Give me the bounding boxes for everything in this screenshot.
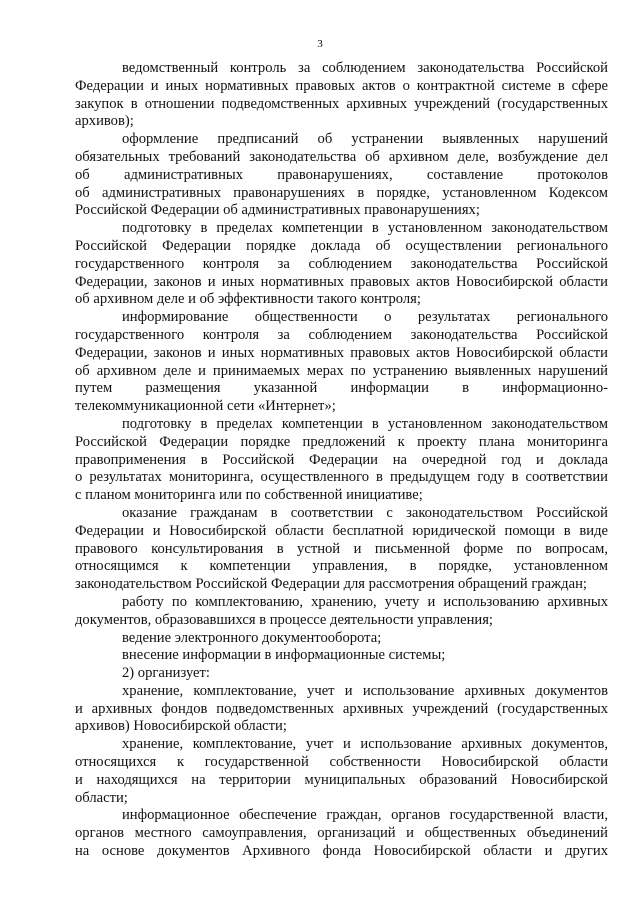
text-line: архивов);: [75, 113, 134, 130]
text-line: информационное обеспечение граждан, органов государственной власти,: [122, 807, 608, 824]
text-line: путем размещения указанной информации в информационно-: [75, 380, 608, 397]
text-line: Федерации, законов и иных нормативных правовых актов Новосибирской области: [75, 344, 608, 361]
text-line: телекоммуникационной сети «Интернет»;: [75, 398, 336, 415]
text-line: и находящихся на территории муниципальных образований Новосибирской: [75, 771, 608, 788]
text-line: об административных правонарушениях, составление протоколов: [75, 166, 608, 183]
text-line: правового консультирования в устной и письменной форме по вопросам,: [75, 540, 608, 557]
text-line: об административных правонарушениях в порядке, установленном Кодексом: [75, 184, 608, 201]
text-line: Российской Федерации порядке доклада об осуществлении регионального: [75, 237, 608, 254]
text-line: ведение электронного документооборота;: [122, 629, 382, 646]
text-line: архивов) Новосибирской области;: [75, 718, 287, 735]
text-line: об архивном деле и принимаемых мерах по устранению выявленных нарушений: [75, 362, 608, 379]
text-line: и архивных фондов подведомственных архивных учреждений (государственных: [75, 700, 608, 717]
text-line: подготовку в пределах компетенции в установленном законодательством: [122, 220, 608, 237]
text-line: правоприменения в Российской Федерации на очередной год и доклада: [75, 451, 608, 468]
text-line: относящимся к компетенции управления, в порядке, установленном: [75, 558, 608, 575]
text-line: с планом мониторинга или по собственной инициативе;: [75, 487, 423, 504]
text-line: хранение, комплектование, учет и использование архивных документов: [122, 682, 608, 699]
text-line: Федерации, законов и иных нормативных правовых актов Новосибирской области: [75, 273, 608, 290]
text-line: документов, образовавшихся в процессе деятельности управления;: [75, 611, 493, 628]
text-line: информирование общественности о результатах регионального: [122, 309, 608, 326]
text-line: относящихся к государственной собственности Новосибирской области: [75, 754, 608, 771]
page-number: 3: [317, 38, 323, 50]
text-line: хранение, комплектование, учет и использование архивных документов,: [122, 736, 608, 753]
text-line: ведомственный контроль за соблюдением законодательства Российской: [122, 60, 608, 76]
text-line: оказание гражданам в соответствии с законодательством Российской: [122, 504, 608, 521]
text-line: внесение информации в информационные системы;: [122, 647, 446, 664]
text-line: органов местного самоуправления, организаций и общественных объединений: [75, 825, 608, 842]
text-line: подготовку в пределах компетенции в установленном законодательством: [122, 415, 608, 432]
text-line: обязательных требований законодательства об архивном деле, возбуждение дел: [75, 148, 608, 165]
text-line: области;: [75, 789, 128, 806]
text-line: о результатах мониторинга, осуществленного в предыдущем году в соответствии: [75, 469, 608, 486]
document-body: [75, 60, 608, 861]
text-line: законодательством Российской Федерации для рассмотрения обращений граждан;: [75, 576, 587, 593]
text-line: на основе документов Архивного фонда Новосибирской области и других: [75, 843, 608, 860]
text-line: Федерации и Новосибирской области бесплатной юридической помощи в виде: [75, 522, 608, 539]
text-line: Российской Федерации порядке предложений к проекту плана мониторинга: [75, 433, 608, 450]
text-line: работу по комплектованию, хранению, учету и использованию архивных: [122, 593, 608, 610]
text-line: государственного контроля за соблюдением законодательства Российской: [75, 326, 608, 343]
text-line: Федерации и иных нормативных правовых актов о контрактной системе в сфере: [75, 77, 608, 94]
text-line: об архивном деле и об эффективности такого контроля;: [75, 291, 421, 308]
text-line: 2) организует:: [122, 665, 210, 682]
text-line: оформление предписаний об устранении выявленных нарушений: [122, 131, 608, 148]
text-line: закупок в отношении подведомственных архивных учреждений (государственных: [75, 95, 608, 112]
text-line: Российской Федерации об административных правонарушениях;: [75, 202, 480, 219]
text-line: государственного контроля за соблюдением законодательства Российской: [75, 255, 608, 272]
